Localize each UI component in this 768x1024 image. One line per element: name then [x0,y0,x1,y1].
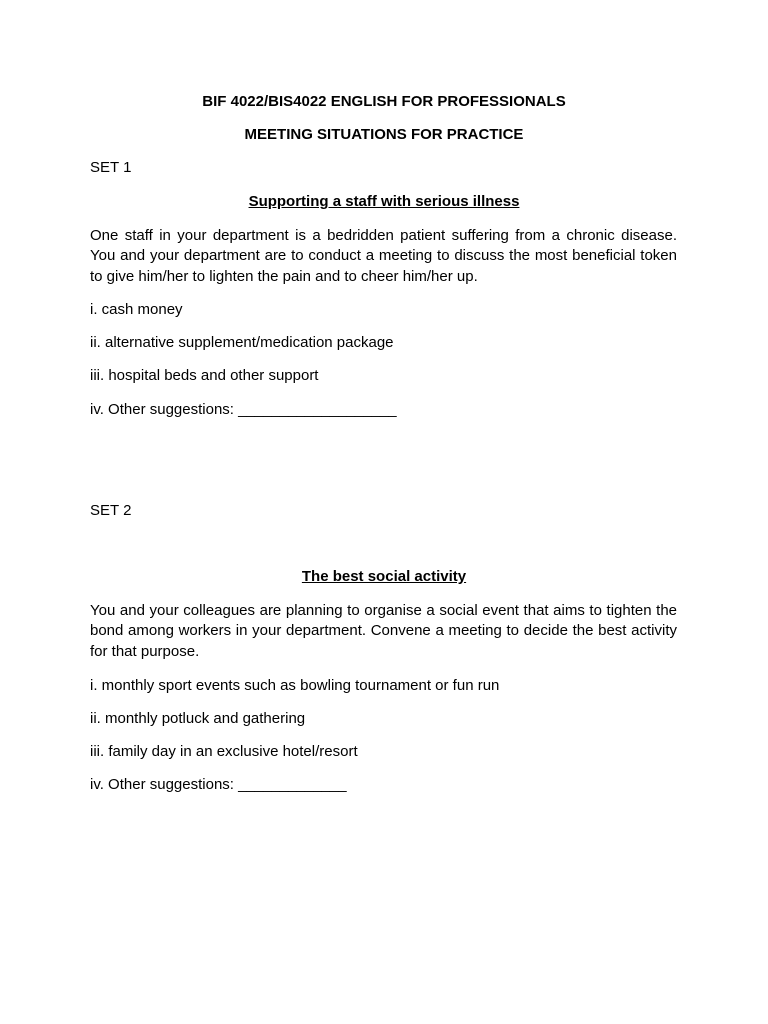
set-2-label: SET 2 [90,502,132,519]
set-1-label: SET 1 [90,159,132,176]
set-1-option-4: iv. Other suggestions: ___________________ [90,401,397,418]
set-1-option-2: ii. alternative supplement/medication package [90,334,394,351]
set-1-paragraph: One staff in your department is a bedridden patient suffering from a chronic disease. You and your department are to conduct a meeting to discuss the most beneficial token to give him/her to lighten the pain and to cheer him/her up. [90,227,677,285]
set-2-option-3: iii. family day in an exclusive hotel/resort [90,743,358,760]
set-2-option-2: ii. monthly potluck and gathering [90,710,306,727]
set-2-option-1: i. monthly sport events such as bowling tournament or fun run [90,677,500,694]
set-2-option-4: iv. Other suggestions: _____________ [90,776,347,793]
set-1-heading: Supporting a staff with serious illness [248,193,520,210]
course-title: BIF 4022/BIS4022 ENGLISH FOR PROFESSIONALS [202,93,566,110]
set-1-option-3: iii. hospital beds and other support [90,367,319,384]
document-title: MEETING SITUATIONS FOR PRACTICE [244,126,524,143]
set-1-option-1: i. cash money [90,301,183,318]
set-2-paragraph: You and your colleagues are planning to organise a social event that aims to tighten the bond among workers in your department. Convene a meeting to decide the best activity for that purpose. [90,602,677,660]
set-2-heading: The best social activity [301,568,467,585]
